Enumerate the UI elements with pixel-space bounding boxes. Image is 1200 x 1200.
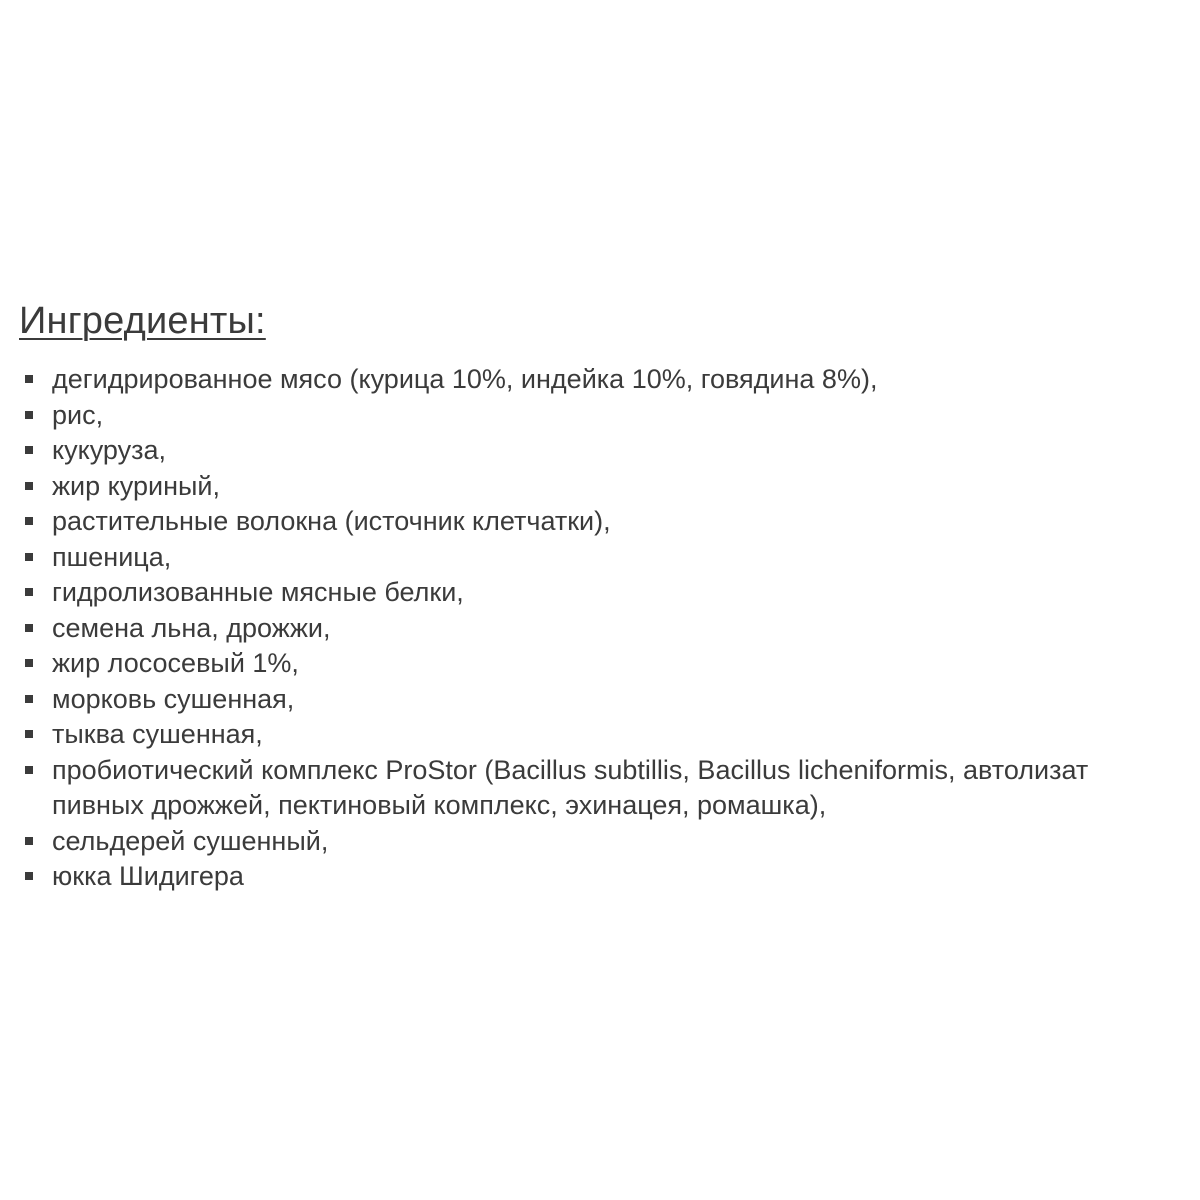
square-bullet-icon bbox=[25, 837, 33, 845]
list-item bbox=[24, 717, 1200, 753]
list-item bbox=[24, 753, 1200, 824]
ingredient-text: дегидрированное мясо (курица 10%, индейка 10%, говядина 8%), bbox=[52, 364, 878, 394]
square-bullet-icon bbox=[25, 553, 33, 561]
square-bullet-icon bbox=[25, 517, 33, 525]
list-item bbox=[24, 575, 1200, 611]
list-item bbox=[24, 824, 1200, 860]
list-item bbox=[24, 469, 1200, 505]
ingredient-text-continuation: пивных дрожжей, пектиновый комплекс, эхинацея, ромашка), bbox=[52, 790, 827, 820]
ingredient-text: кукуруза, bbox=[52, 435, 167, 465]
list-item bbox=[24, 362, 1200, 398]
square-bullet-icon bbox=[25, 872, 33, 880]
ingredient-text: жир лососевый 1%, bbox=[52, 648, 299, 678]
ingredient-text: семена льна, дрожжи, bbox=[52, 612, 331, 643]
square-bullet-icon bbox=[25, 659, 33, 667]
square-bullet-icon bbox=[25, 624, 33, 632]
list-item bbox=[24, 433, 1200, 469]
ingredient-text: рис, bbox=[52, 399, 104, 430]
ingredient-text: тыква сушенная, bbox=[52, 719, 263, 749]
square-bullet-icon bbox=[25, 766, 33, 774]
ingredient-text: морковь сушенная, bbox=[52, 683, 295, 714]
ingredient-text: сельдерей сушенный, bbox=[52, 825, 329, 856]
ingredients-list bbox=[24, 362, 1200, 895]
list-item bbox=[24, 646, 1200, 682]
list-item bbox=[24, 682, 1200, 718]
square-bullet-icon bbox=[25, 695, 33, 703]
square-bullet-icon bbox=[25, 375, 33, 383]
ingredient-text: жир куриный, bbox=[52, 470, 220, 501]
ingredient-text: растительные волокна (источник клетчатки), bbox=[52, 506, 611, 536]
list-item bbox=[24, 611, 1200, 647]
ingredient-text: пшеница, bbox=[52, 541, 172, 572]
ingredients-heading: Ингредиенты: bbox=[19, 300, 266, 342]
list-item bbox=[24, 540, 1200, 576]
square-bullet-icon bbox=[25, 730, 33, 738]
ingredient-text: гидролизованные мясные белки, bbox=[52, 577, 464, 607]
ingredient-text-line: пробиотический комплекс ProStor (Bacillus subtillis, Bacillus licheniformis, автолизат bbox=[52, 754, 1089, 785]
list-item bbox=[24, 504, 1200, 540]
square-bullet-icon bbox=[25, 411, 33, 419]
ingredient-text: юкка Шидигера bbox=[52, 861, 244, 891]
square-bullet-icon bbox=[25, 588, 33, 596]
square-bullet-icon bbox=[25, 446, 33, 454]
list-item bbox=[24, 859, 1200, 895]
ingredient-text bbox=[52, 753, 1200, 824]
square-bullet-icon bbox=[25, 482, 33, 490]
list-item bbox=[24, 398, 1200, 434]
